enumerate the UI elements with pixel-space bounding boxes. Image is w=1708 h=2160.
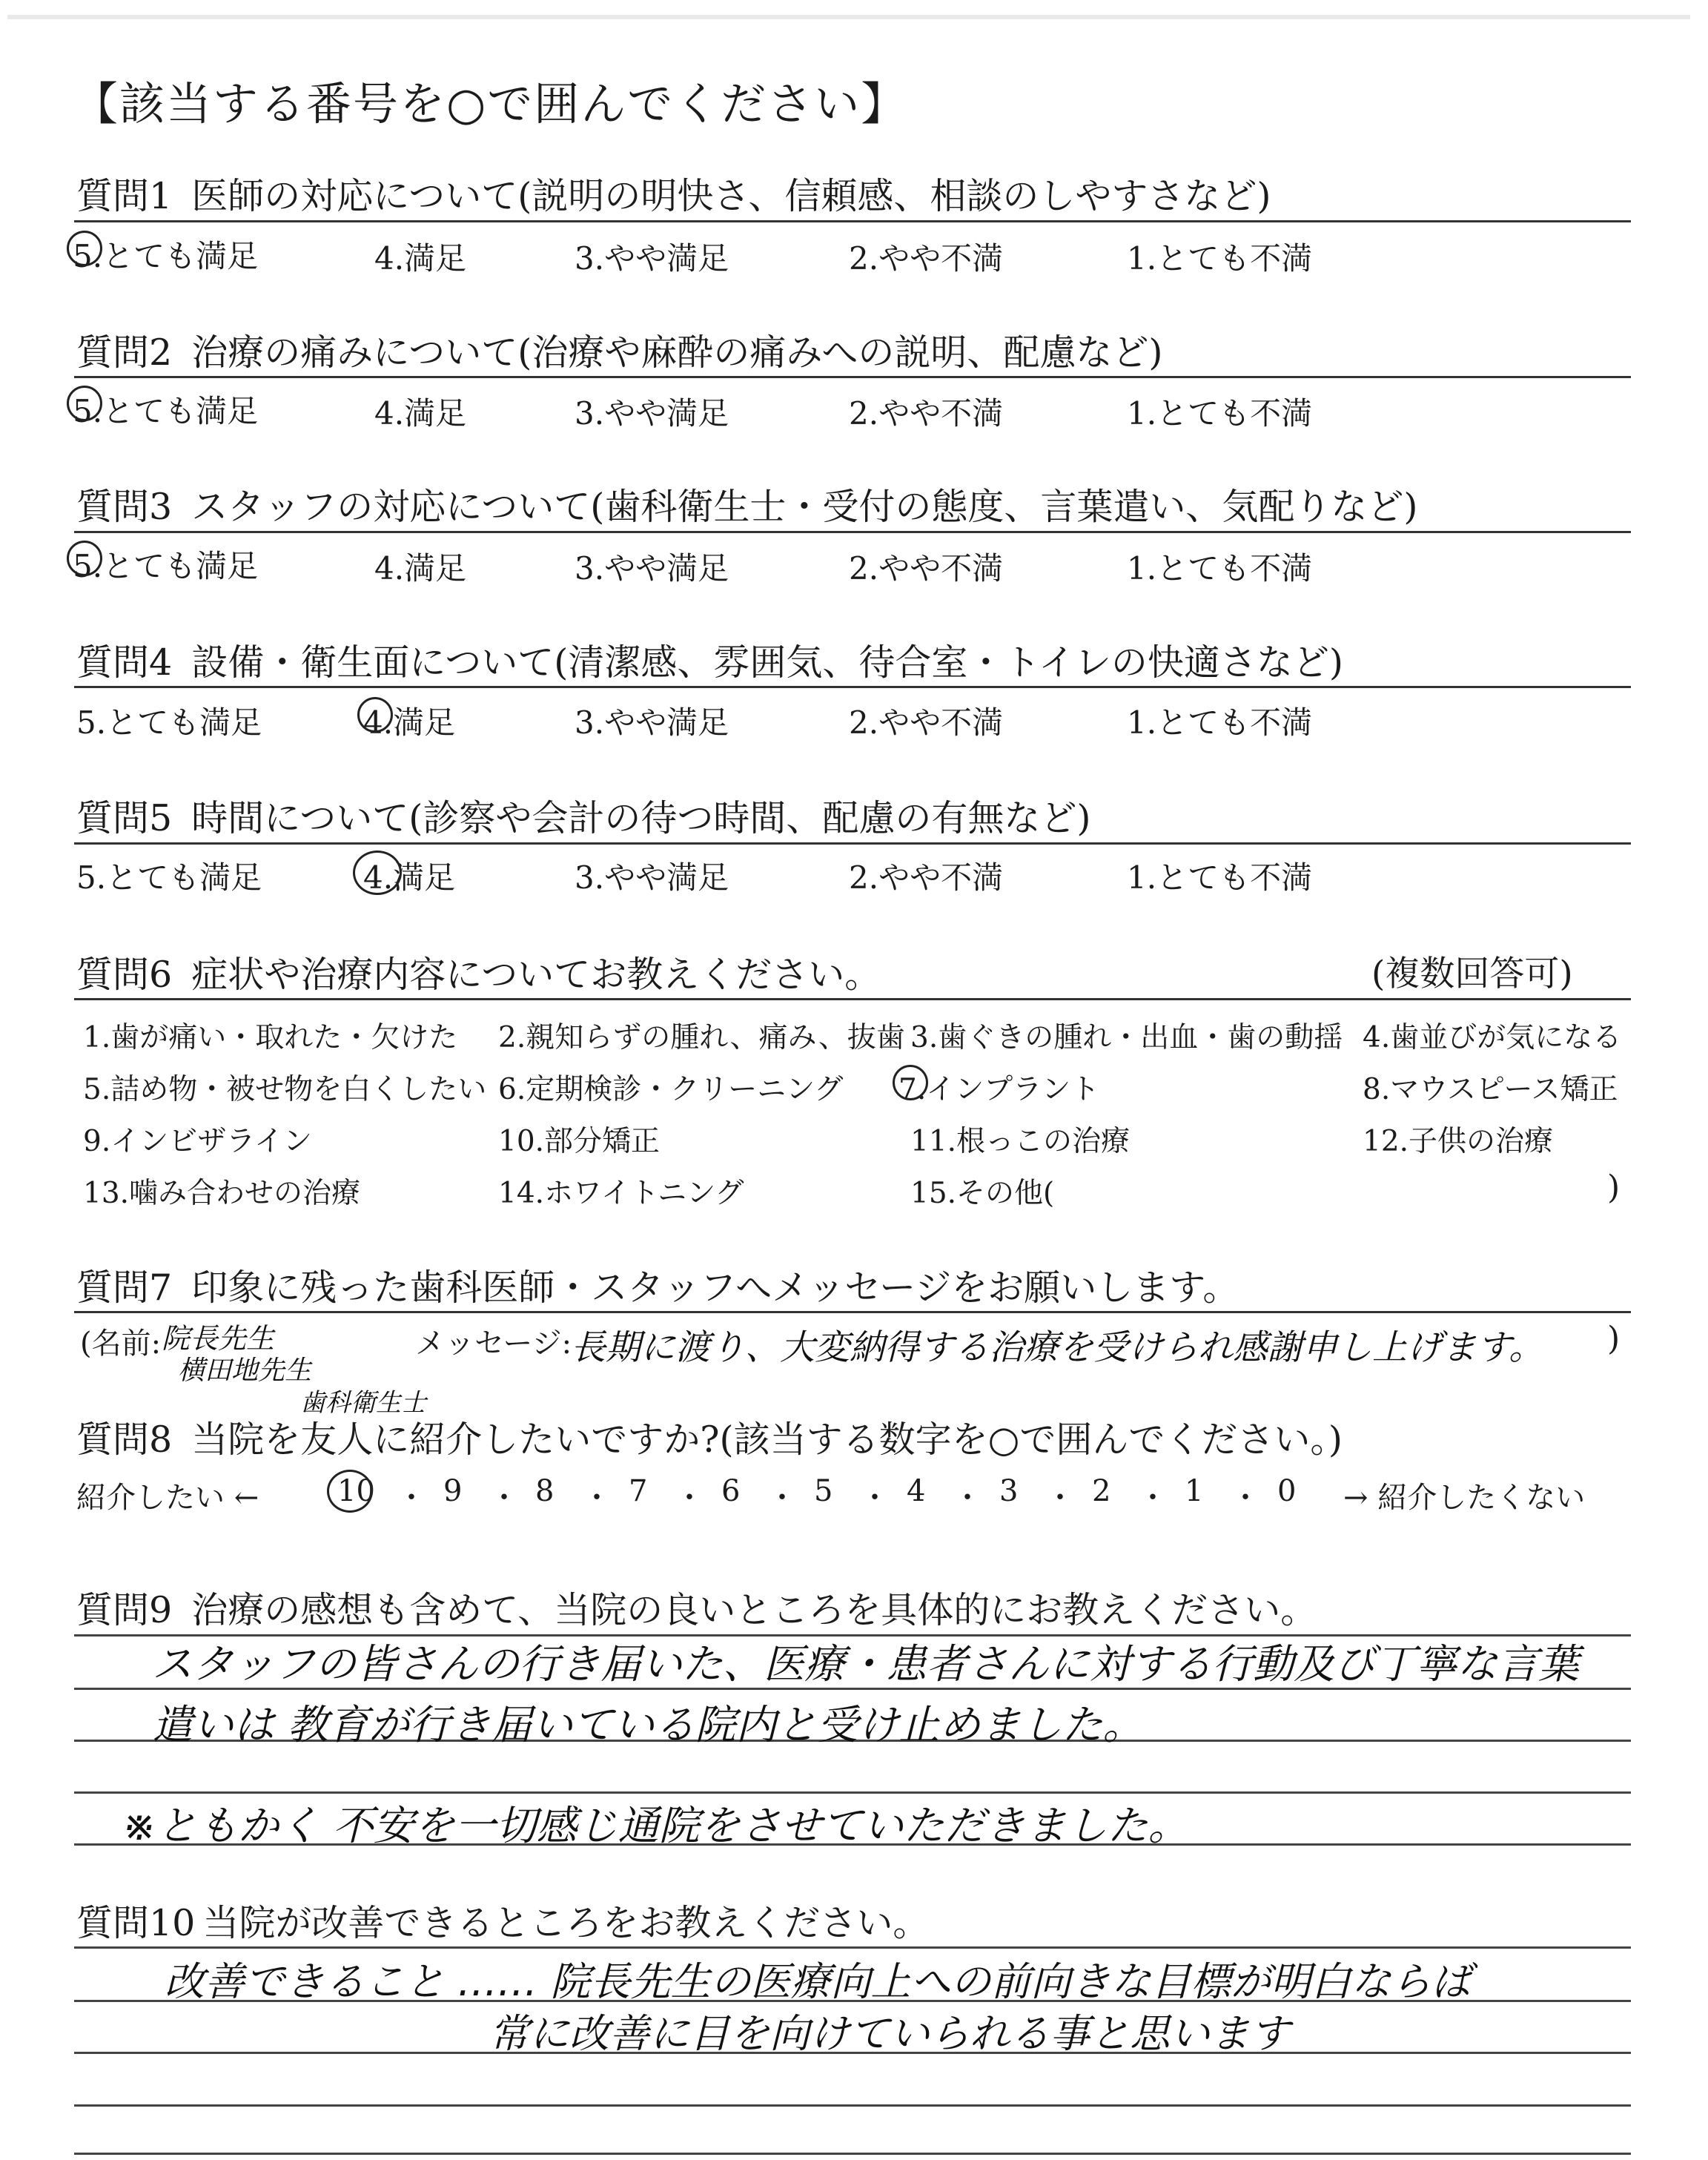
- q1-option-5[interactable]: 5.とても満足: [73, 232, 258, 277]
- question-8: [76, 1411, 1343, 1463]
- question-4-label: 質問4: [76, 641, 173, 684]
- question-1-rule: [74, 220, 1631, 222]
- scale-0[interactable]: 0: [1277, 1474, 1297, 1508]
- q2-option-3[interactable]: 3.やや満足: [575, 395, 729, 432]
- scale-dot: ・: [582, 1481, 612, 1515]
- scale-dot: ・: [675, 1481, 704, 1515]
- q5-option-4[interactable]: 4.満足: [363, 853, 455, 898]
- message-label: メッセージ:: [415, 1327, 572, 1361]
- scale-2[interactable]: 2: [1092, 1474, 1111, 1508]
- answer-circle: [357, 697, 393, 733]
- question-5-text: 時間について(診察や会計の待つ時間、配慮の有無など): [191, 797, 1091, 839]
- scale-6[interactable]: 6: [721, 1474, 741, 1508]
- question-2-text: 治療の痛みについて(治療や麻酔の痛みへの説明、配慮など): [191, 331, 1163, 374]
- question-8-text: 当院を友人に紹介したいですか?(該当する数字を○で囲んでください。): [191, 1418, 1343, 1461]
- question-10: [76, 1895, 929, 1946]
- q3-option-1[interactable]: 1.とても不満: [1127, 550, 1313, 587]
- q5-option-5[interactable]: 5.とても満足: [76, 859, 262, 896]
- answer-circle: [353, 851, 402, 895]
- q10-line-4: [74, 2104, 1631, 2107]
- scale-dot: ・: [1138, 1481, 1168, 1515]
- question-3-text: スタッフの対応について(歯科衛生士・受付の態度、言葉遣い、気配りなど): [191, 486, 1418, 528]
- name-label: (名前:: [80, 1327, 162, 1361]
- q2-option-1[interactable]: 1.とても不満: [1127, 395, 1313, 432]
- q4-option-5[interactable]: 5.とても満足: [76, 704, 262, 741]
- answer-circle: [893, 1065, 928, 1100]
- question-10-label: 質問10: [76, 1902, 196, 1944]
- question-4-text: 設備・衛生面について(清潔感、雰囲気、待合室・トイレの快適さなど): [191, 641, 1343, 684]
- q6-option-13[interactable]: 13.噛み合わせの治療: [83, 1177, 361, 1210]
- q2-option-4[interactable]: 4.満足: [374, 395, 467, 432]
- q10-handwriting-2: 常に改善に目を向けていられる事と思います: [489, 2010, 1290, 2057]
- question-2-rule: [74, 376, 1631, 378]
- q5-option-2[interactable]: 2.やや不満: [849, 859, 1004, 896]
- q4-option-3[interactable]: 3.やや満足: [575, 704, 729, 741]
- answer-circle: [67, 231, 102, 266]
- scan-edge: [7, 15, 1690, 19]
- question-7-rule: [74, 1311, 1631, 1313]
- question-7-text: 印象に残った歯科医師・スタッフへメッセージをお願いします。: [191, 1266, 1239, 1309]
- q3-option-4[interactable]: 4.満足: [374, 550, 467, 587]
- q6-option-4[interactable]: 4.歯並びが気になる: [1363, 1021, 1622, 1054]
- q6-option-11[interactable]: 11.根っこの治療: [910, 1125, 1131, 1158]
- handwritten-message: 長期に渡り、大変納得する治療を受けられ感謝申し上げます。: [571, 1327, 1544, 1368]
- q2-option-5[interactable]: 5.とても満足: [73, 387, 258, 432]
- handwritten-name-2: 横田地先生: [178, 1355, 312, 1386]
- question-9-text: 治療の感想も含めて、当院の良いところを具体的にお教えください。: [191, 1589, 1317, 1631]
- question-4-rule: [74, 686, 1631, 688]
- question-3-label: 質問3: [76, 486, 173, 528]
- handwritten-name-1: 院長先生: [162, 1322, 275, 1355]
- scale-7[interactable]: 7: [629, 1474, 648, 1508]
- q1-option-3[interactable]: 3.やや満足: [575, 240, 729, 277]
- scale-10[interactable]: 10: [337, 1474, 375, 1508]
- q6-other-close-paren: ): [1607, 1169, 1621, 1206]
- answer-circle: [67, 386, 102, 421]
- question-10-text: 当院が改善できるところをお教えください。: [202, 1902, 930, 1944]
- question-9: [76, 1582, 1317, 1634]
- question-9-label: 質問9: [76, 1589, 173, 1631]
- q4-option-4[interactable]: 4.満足: [363, 698, 455, 743]
- scale-4[interactable]: 4: [907, 1474, 926, 1508]
- q1-option-2[interactable]: 2.やや不満: [849, 240, 1004, 277]
- q3-option-5[interactable]: 5.とても満足: [73, 542, 258, 587]
- q5-option-3[interactable]: 3.やや満足: [575, 859, 729, 896]
- q9-handwriting-2: 遣いは 教育が行き届いている院内と受け止めました。: [152, 1701, 1144, 1748]
- q6-option-14[interactable]: 14.ホワイトニング: [498, 1177, 744, 1210]
- question-6-rule: [74, 998, 1631, 1000]
- q1-option-4[interactable]: 4.満足: [374, 240, 467, 277]
- scale-left-label: 紹介したい ←: [76, 1481, 259, 1515]
- q10-line-5: [74, 2153, 1631, 2155]
- scale-3[interactable]: 3: [999, 1474, 1019, 1508]
- sheet-title: 【該当する番号を○で囲んでください】: [73, 78, 908, 131]
- q2-option-2[interactable]: 2.やや不満: [849, 395, 1004, 432]
- q6-option-10[interactable]: 10.部分矯正: [498, 1125, 661, 1158]
- q1-option-1[interactable]: 1.とても不満: [1127, 240, 1313, 277]
- scale-dot: ・: [489, 1481, 519, 1515]
- question-4: [76, 634, 1343, 686]
- question-1: [76, 168, 1271, 219]
- q6-option-6[interactable]: 6.定期検診・クリーニング: [498, 1073, 844, 1106]
- question-6-text: 症状や治療内容についてお教えください。: [191, 954, 881, 996]
- question-8-label: 質問8: [76, 1418, 173, 1461]
- question-7-label: 質問7: [76, 1266, 173, 1309]
- q6-option-1[interactable]: 1.歯が痛い・取れた・欠けた: [83, 1021, 458, 1054]
- scale-right-label: → 紹介したくない: [1343, 1481, 1586, 1515]
- question-5-rule: [74, 842, 1631, 845]
- q6-option-15[interactable]: 15.その他(: [910, 1177, 1055, 1210]
- question-5-label: 質問5: [76, 797, 173, 839]
- question-1-text: 医師の対応について(説明の明快さ、信頼感、相談のしやすさなど): [191, 175, 1271, 217]
- q10-line-1: [74, 1946, 1631, 1949]
- multiple-answer-note: (複数回答可): [1371, 954, 1573, 994]
- q6-option-2[interactable]: 2.親知らずの腫れ、痛み、抜歯: [498, 1021, 905, 1054]
- q10-handwriting-1: 改善できること …… 院長先生の医療向上への前向きな目標が明白ならば: [165, 1958, 1472, 2005]
- question-1-label: 質問1: [76, 175, 173, 217]
- q9-handwriting-3: ※ともかく 不安を一切感じ通院をさせていただきました。: [122, 1802, 1189, 1849]
- q6-option-12[interactable]: 12.子供の治療: [1363, 1125, 1554, 1158]
- question-7: [76, 1259, 1239, 1311]
- scale-dot: ・: [1045, 1481, 1075, 1515]
- handwritten-name-3: 歯科衛生士: [300, 1388, 426, 1418]
- scale-8[interactable]: 8: [535, 1474, 555, 1508]
- question-2: [76, 324, 1162, 376]
- question-5: [76, 790, 1090, 842]
- scale-dot: ・: [953, 1481, 982, 1515]
- q3-option-3[interactable]: 3.やや満足: [575, 550, 729, 587]
- q3-option-2[interactable]: 2.やや不満: [849, 550, 1004, 587]
- q5-option-1[interactable]: 1.とても不満: [1127, 859, 1313, 896]
- scale-dot: ・: [860, 1481, 890, 1515]
- q9-handwriting-1: スタッフの皆さんの行き届いた、医療・患者さんに対する行動及び丁寧な言葉: [152, 1640, 1580, 1688]
- scale-dot: ・: [397, 1481, 426, 1515]
- q6-option-8[interactable]: 8.マウスピース矯正: [1363, 1073, 1618, 1106]
- answer-circle: [67, 541, 102, 576]
- q7-close-paren: ): [1607, 1320, 1621, 1358]
- q4-option-2[interactable]: 2.やや不満: [849, 704, 1004, 741]
- question-6-label: 質問6: [76, 954, 173, 996]
- question-2-label: 質問2: [76, 331, 173, 374]
- scale-1[interactable]: 1: [1185, 1474, 1204, 1508]
- q6-option-7[interactable]: 7.インプラント: [898, 1066, 1099, 1108]
- q6-option-9[interactable]: 9.インビザライン: [83, 1125, 313, 1158]
- q6-option-3[interactable]: 3.歯ぐきの腫れ・出血・歯の動揺: [910, 1021, 1343, 1054]
- scale-dot: ・: [767, 1481, 797, 1515]
- scale-5[interactable]: 5: [814, 1474, 833, 1508]
- answer-circle: [327, 1470, 373, 1513]
- question-6: [76, 946, 881, 998]
- scale-dot: ・: [1231, 1481, 1260, 1515]
- question-3: [76, 478, 1417, 530]
- q6-option-5[interactable]: 5.詰め物・被せ物を白くしたい: [83, 1073, 487, 1106]
- q4-option-1[interactable]: 1.とても不満: [1127, 704, 1313, 741]
- question-3-rule: [74, 531, 1631, 533]
- scale-9[interactable]: 9: [443, 1474, 463, 1508]
